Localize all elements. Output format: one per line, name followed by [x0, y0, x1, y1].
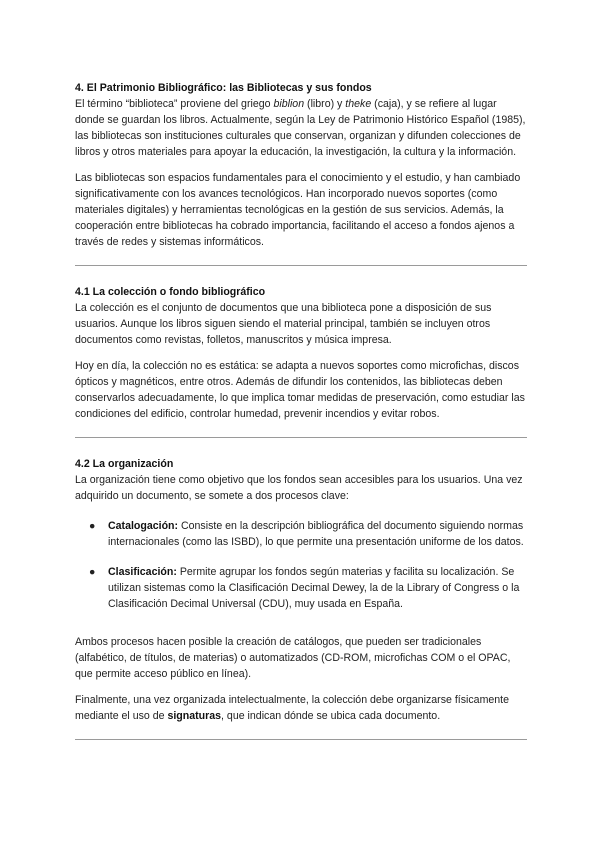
- bullet-icon: ●: [89, 566, 96, 578]
- list-item-clasificacion: [75, 564, 527, 612]
- paragraph-bibliotecas-espacios: Las bibliotecas son espacios fundamentales para el conocimiento y el estudio, y han cambiado significativamente con los avances tecnológicos. Han incorporado nuevos soportes (como materiales digitales) y herramientas tecnológicas en la gestión de sus servicios. Además, la cooperación entre bibliotecas ha cobrado importancia, facilitando el acceso a fondos ajenos a través de redes y sistemas informáticos.: [75, 172, 521, 248]
- list-item-term: Catalogación:: [108, 520, 179, 532]
- list-item-text: Consiste en la descripción bibliográfica del documento siguiendo normas internacionales (como las ISBD), lo que permite una presentación uniforme de los datos.: [108, 520, 524, 548]
- paragraph-coleccion-soportes: Hoy en día, la colección no es estática: se adapta a nuevos soportes como microfichas, discos ópticos y magnéticos, entre otros. Además de difundir los contenidos, las bibliotecas deben conservarlos adecuadamente, lo que implica tomar medidas de preservación, como estudiar las condiciones del edificio, controlar humedad, prevenir incendios y evitar robos.: [75, 360, 525, 420]
- text-run: (libro) y: [304, 98, 346, 110]
- text-run: Finalmente, una vez organizada intelectualmente, la colección debe organizarse físicamente mediante el uso de: [75, 694, 510, 722]
- paragraph-coleccion-definition: La colección es el conjunto de documentos que una biblioteca pone a disposición de sus usuarios. Aunque los libros siguen siendo el material principal, también se incluyen otros documentos como revistas, folletos, manuscritos y música impresa.: [75, 302, 492, 346]
- section-heading-coleccion: 4.1 La colección o fondo bibliográfico: [75, 286, 266, 298]
- section-heading-patrimonio: 4. El Patrimonio Bibliográfico: las Bibliotecas y sus fondos: [75, 82, 372, 94]
- text-run: , que indican dónde se ubica cada documento.: [221, 710, 441, 722]
- document-content: [75, 80, 527, 758]
- text-run: (caja), y se refiere al lugar donde se guardan los libros. Actualmente, según la Ley de Patrimonio Histórico Español (1985), las bibliotecas son instituciones culturales que conservan, organizan y difunden colecciones de libros y otros materiales para apoyar la educación, la investigación, la cultura y la información.: [75, 98, 526, 158]
- list-item-text: Permite agrupar los fondos según materias y facilita su localización. Se utilizan sistemas como la Clasificación Decimal Dewey, la de la Library of Congress o la Clasificación Decimal Universal (CDU), muy usada en España.: [108, 566, 520, 610]
- section-divider: [75, 437, 527, 438]
- paragraph-signaturas: [75, 692, 527, 724]
- list-item-term: Clasificación:: [108, 566, 177, 578]
- term-signaturas: signaturas: [167, 710, 222, 722]
- term-biblion: biblion: [273, 98, 305, 110]
- bullet-icon: ●: [89, 520, 96, 532]
- section-divider: [75, 739, 527, 740]
- paragraph-organizacion-objetivo: La organización tiene como objetivo que los fondos sean accesibles para los usuarios. Una vez adquirido un documento, se somete a dos procesos clave:: [75, 474, 523, 502]
- process-list: [75, 518, 527, 612]
- text-run: El término “biblioteca” proviene del griego: [75, 98, 274, 110]
- paragraph-catalogos: Ambos procesos hacen posible la creación de catálogos, que pueden ser tradicionales (alfabético, de títulos, de materias) o automatizados (CD-ROM, microfichas COM o el OPAC, que permite acceso público en línea).: [75, 636, 511, 680]
- section-divider: [75, 265, 527, 266]
- term-theke: theke: [345, 98, 372, 110]
- list-item-catalogacion: [75, 518, 527, 550]
- section-heading-organizacion: 4.2 La organización: [75, 458, 174, 470]
- paragraph-biblioteca-definition: [75, 96, 527, 160]
